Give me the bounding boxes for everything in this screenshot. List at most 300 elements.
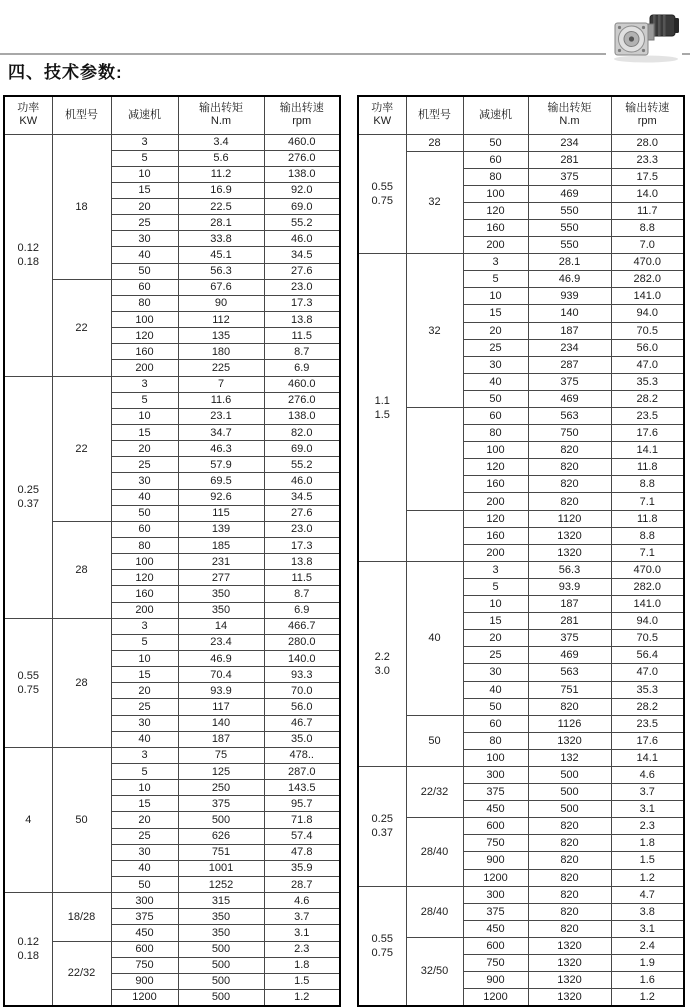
reducer-ratio-cell: 5	[463, 578, 528, 595]
output-speed-cell: 8.7	[264, 344, 340, 360]
power-kw-cell: 2.2 3.0	[358, 561, 406, 766]
output-torque-cell: 250	[178, 780, 264, 796]
output-speed-cell: 94.0	[611, 305, 684, 322]
output-speed-cell: 1.2	[611, 989, 684, 1006]
reducer-ratio-cell: 10	[463, 596, 528, 613]
output-torque-cell: 3.4	[178, 134, 264, 150]
output-torque-cell: 550	[528, 237, 611, 254]
output-torque-cell: 1252	[178, 876, 264, 892]
reducer-ratio-cell: 30	[111, 844, 178, 860]
output-torque-cell: 93.9	[528, 578, 611, 595]
table-row	[358, 510, 684, 527]
output-speed-cell: 1.2	[264, 989, 340, 1005]
reducer-ratio-cell: 20	[111, 199, 178, 215]
output-speed-cell: 17.6	[611, 425, 684, 442]
output-speed-cell: 2.3	[264, 941, 340, 957]
output-torque-cell: 751	[178, 844, 264, 860]
output-speed-cell: 8.8	[611, 219, 684, 236]
reducer-ratio-cell: 3	[111, 376, 178, 392]
reducer-ratio-cell: 25	[111, 699, 178, 715]
output-torque-cell: 500	[178, 812, 264, 828]
output-speed-cell: 282.0	[611, 578, 684, 595]
output-speed-cell: 1.5	[611, 852, 684, 869]
output-torque-cell: 1320	[528, 955, 611, 972]
output-speed-cell: 28.0	[611, 134, 684, 151]
reducer-ratio-cell: 160	[463, 527, 528, 544]
output-speed-cell: 3.7	[264, 909, 340, 925]
reducer-ratio-cell: 40	[111, 731, 178, 747]
output-torque-cell: 1126	[528, 715, 611, 732]
parameters-table-left	[3, 95, 339, 1007]
model-number-cell	[406, 510, 463, 561]
output-torque-cell: 281	[528, 613, 611, 630]
power-kw-cell: 0.12 0.18	[4, 893, 52, 1006]
output-torque-cell: 1320	[528, 937, 611, 954]
output-torque-cell: 46.3	[178, 441, 264, 457]
output-speed-cell: 17.5	[611, 168, 684, 185]
output-torque-cell: 117	[178, 699, 264, 715]
output-torque-cell: 234	[528, 134, 611, 151]
output-speed-cell: 3.1	[264, 925, 340, 941]
table-row	[358, 561, 684, 578]
output-speed-cell: 11.5	[264, 570, 340, 586]
reducer-ratio-cell: 300	[111, 893, 178, 909]
output-speed-cell: 69.0	[264, 199, 340, 215]
output-torque-cell: 820	[528, 442, 611, 459]
reducer-ratio-cell: 200	[463, 493, 528, 510]
output-torque-cell: 350	[178, 586, 264, 602]
output-torque-cell: 135	[178, 328, 264, 344]
reducer-ratio-cell: 120	[111, 570, 178, 586]
output-torque-cell: 939	[528, 288, 611, 305]
reducer-ratio-cell: 900	[463, 852, 528, 869]
reducer-ratio-cell: 750	[463, 955, 528, 972]
reducer-ratio-cell: 80	[111, 295, 178, 311]
output-torque-cell: 563	[528, 664, 611, 681]
table-row	[358, 151, 684, 168]
reducer-ratio-cell: 200	[463, 237, 528, 254]
reducer-ratio-cell: 450	[463, 801, 528, 818]
output-torque-cell: 67.6	[178, 279, 264, 295]
output-speed-cell: 27.6	[264, 505, 340, 521]
model-number-cell: 18/28	[52, 893, 111, 941]
output-torque-cell: 820	[528, 835, 611, 852]
reducer-ratio-cell: 40	[111, 860, 178, 876]
header-divider	[0, 53, 690, 55]
gearmotor-photo	[606, 10, 682, 64]
output-torque-cell: 28.1	[528, 254, 611, 271]
reducer-ratio-cell: 3	[111, 747, 178, 763]
output-speed-cell: 71.8	[264, 812, 340, 828]
output-speed-cell: 56.0	[611, 339, 684, 356]
output-speed-cell: 56.0	[264, 699, 340, 715]
output-torque-cell: 500	[178, 989, 264, 1005]
table-row	[358, 254, 684, 271]
output-torque-cell: 1001	[178, 860, 264, 876]
model-number-cell: 22	[52, 279, 111, 376]
output-speed-cell: 34.5	[264, 247, 340, 263]
reducer-ratio-cell: 900	[463, 972, 528, 989]
output-speed-cell: 94.0	[611, 613, 684, 630]
output-speed-cell: 276.0	[264, 392, 340, 408]
output-speed-cell: 46.7	[264, 715, 340, 731]
output-torque-cell: 112	[178, 312, 264, 328]
output-speed-cell: 70.0	[264, 683, 340, 699]
output-speed-cell: 17.6	[611, 732, 684, 749]
reducer-ratio-cell: 25	[463, 339, 528, 356]
output-torque-cell: 820	[528, 459, 611, 476]
reducer-ratio-cell: 200	[463, 544, 528, 561]
output-speed-cell: 3.1	[611, 920, 684, 937]
output-speed-cell: 8.8	[611, 476, 684, 493]
output-torque-cell: 33.8	[178, 231, 264, 247]
output-torque-cell: 820	[528, 698, 611, 715]
output-speed-cell: 6.9	[264, 360, 340, 376]
output-torque-cell: 140	[528, 305, 611, 322]
reducer-ratio-cell: 15	[111, 425, 178, 441]
reducer-ratio-cell: 375	[111, 909, 178, 925]
model-number-cell: 50	[406, 715, 463, 766]
column-header-power: 功率 KW	[4, 96, 52, 134]
output-speed-cell: 2.3	[611, 818, 684, 835]
reducer-ratio-cell: 100	[111, 312, 178, 328]
output-torque-cell: 1320	[528, 989, 611, 1006]
output-torque-cell: 1120	[528, 510, 611, 527]
output-speed-cell: 35.3	[611, 681, 684, 698]
output-speed-cell: 35.9	[264, 860, 340, 876]
reducer-ratio-cell: 3	[463, 254, 528, 271]
table-row	[4, 618, 340, 634]
output-speed-cell: 47.8	[264, 844, 340, 860]
table-row	[358, 937, 684, 954]
power-kw-cell: 4	[4, 747, 52, 892]
output-speed-cell: 3.1	[611, 801, 684, 818]
reducer-ratio-cell: 40	[111, 489, 178, 505]
column-header-power: 功率 KW	[358, 96, 406, 134]
output-speed-cell: 17.3	[264, 295, 340, 311]
output-torque-cell: 350	[178, 909, 264, 925]
reducer-ratio-cell: 160	[111, 344, 178, 360]
reducer-ratio-cell: 60	[463, 408, 528, 425]
output-torque-cell: 115	[178, 505, 264, 521]
reducer-ratio-cell: 10	[463, 288, 528, 305]
reducer-ratio-cell: 20	[463, 322, 528, 339]
output-torque-cell: 1320	[528, 732, 611, 749]
table-row	[4, 134, 340, 150]
model-number-cell: 50	[52, 747, 111, 892]
reducer-ratio-cell: 375	[463, 784, 528, 801]
reducer-ratio-cell: 20	[111, 441, 178, 457]
output-speed-cell: 70.5	[611, 322, 684, 339]
gearmotor-illustration	[606, 10, 682, 64]
output-speed-cell: 4.6	[264, 893, 340, 909]
output-torque-cell: 69.5	[178, 473, 264, 489]
output-torque-cell: 375	[178, 796, 264, 812]
reducer-ratio-cell: 160	[463, 476, 528, 493]
output-torque-cell: 46.9	[178, 651, 264, 667]
reducer-ratio-cell: 50	[463, 698, 528, 715]
output-speed-cell: 35.0	[264, 731, 340, 747]
reducer-ratio-cell: 120	[463, 459, 528, 476]
output-torque-cell: 231	[178, 554, 264, 570]
output-speed-cell: 56.4	[611, 647, 684, 664]
output-speed-cell: 470.0	[611, 254, 684, 271]
reducer-ratio-cell: 1200	[463, 989, 528, 1006]
reducer-ratio-cell: 120	[463, 510, 528, 527]
output-torque-cell: 180	[178, 344, 264, 360]
output-speed-cell: 28.2	[611, 390, 684, 407]
output-torque-cell: 350	[178, 602, 264, 618]
output-speed-cell: 287.0	[264, 763, 340, 779]
model-number-cell: 22/32	[406, 766, 463, 817]
output-torque-cell: 14	[178, 618, 264, 634]
output-speed-cell: 1.8	[264, 957, 340, 973]
model-number-cell: 18	[52, 134, 111, 279]
reducer-ratio-cell: 3	[463, 561, 528, 578]
reducer-ratio-cell: 5	[463, 271, 528, 288]
reducer-ratio-cell: 900	[111, 973, 178, 989]
reducer-ratio-cell: 80	[463, 168, 528, 185]
output-torque-cell: 234	[528, 339, 611, 356]
reducer-ratio-cell: 3	[111, 134, 178, 150]
model-number-cell: 40	[406, 561, 463, 715]
output-torque-cell: 75	[178, 747, 264, 763]
output-speed-cell: 460.0	[264, 134, 340, 150]
reducer-ratio-cell: 30	[463, 664, 528, 681]
model-number-cell	[406, 408, 463, 511]
reducer-ratio-cell: 80	[463, 732, 528, 749]
table-row	[4, 521, 340, 537]
reducer-ratio-cell: 1200	[463, 869, 528, 886]
model-number-cell: 28	[406, 134, 463, 151]
reducer-ratio-cell: 375	[463, 903, 528, 920]
output-speed-cell: 14.0	[611, 185, 684, 202]
model-number-cell: 32/50	[406, 937, 463, 1005]
table-row	[358, 818, 684, 835]
output-speed-cell: 13.8	[264, 554, 340, 570]
output-torque-cell: 820	[528, 852, 611, 869]
output-torque-cell: 56.3	[528, 561, 611, 578]
output-torque-cell: 57.9	[178, 457, 264, 473]
output-speed-cell: 8.7	[264, 586, 340, 602]
output-speed-cell: 23.0	[264, 279, 340, 295]
table-row	[4, 893, 340, 909]
output-speed-cell: 3.7	[611, 784, 684, 801]
output-torque-cell: 820	[528, 818, 611, 835]
output-speed-cell: 47.0	[611, 664, 684, 681]
reducer-ratio-cell: 160	[111, 586, 178, 602]
column-header-torque: 输出转矩 N.m	[178, 96, 264, 134]
output-torque-cell: 70.4	[178, 667, 264, 683]
output-speed-cell: 11.8	[611, 510, 684, 527]
output-speed-cell: 93.3	[264, 667, 340, 683]
reducer-ratio-cell: 3	[111, 618, 178, 634]
output-speed-cell: 276.0	[264, 150, 340, 166]
reducer-ratio-cell: 10	[111, 408, 178, 424]
output-torque-cell: 550	[528, 202, 611, 219]
model-number-cell: 22	[52, 376, 111, 521]
column-header-reducer: 减速机	[463, 96, 528, 134]
output-speed-cell: 27.6	[264, 263, 340, 279]
column-header-model: 机型号	[406, 96, 463, 134]
reducer-ratio-cell: 50	[463, 390, 528, 407]
output-torque-cell: 469	[528, 390, 611, 407]
output-torque-cell: 500	[528, 801, 611, 818]
reducer-ratio-cell: 100	[111, 554, 178, 570]
output-speed-cell: 55.2	[264, 457, 340, 473]
output-speed-cell: 28.7	[264, 876, 340, 892]
output-torque-cell: 187	[178, 731, 264, 747]
reducer-ratio-cell: 750	[111, 957, 178, 973]
output-torque-cell: 626	[178, 828, 264, 844]
reducer-ratio-cell: 15	[111, 667, 178, 683]
output-speed-cell: 478..	[264, 747, 340, 763]
reducer-ratio-cell: 160	[463, 219, 528, 236]
power-kw-cell: 0.25 0.37	[4, 376, 52, 618]
model-number-cell: 32	[406, 151, 463, 254]
parameters-table-right	[357, 95, 683, 1007]
output-torque-cell: 375	[528, 373, 611, 390]
power-kw-cell: 1.1 1.5	[358, 254, 406, 562]
reducer-ratio-cell: 15	[111, 182, 178, 198]
reducer-ratio-cell: 25	[111, 828, 178, 844]
output-torque-cell: 350	[178, 925, 264, 941]
reducer-ratio-cell: 15	[111, 796, 178, 812]
output-speed-cell: 1.9	[611, 955, 684, 972]
output-torque-cell: 132	[528, 749, 611, 766]
output-torque-cell: 750	[528, 425, 611, 442]
output-speed-cell: 1.2	[611, 869, 684, 886]
output-speed-cell: 1.8	[611, 835, 684, 852]
reducer-ratio-cell: 30	[463, 356, 528, 373]
reducer-ratio-cell: 20	[111, 683, 178, 699]
reducer-ratio-cell: 50	[111, 876, 178, 892]
output-torque-cell: 139	[178, 521, 264, 537]
output-speed-cell: 1.5	[264, 973, 340, 989]
reducer-ratio-cell: 120	[463, 202, 528, 219]
table-row	[4, 279, 340, 295]
reducer-ratio-cell: 750	[463, 835, 528, 852]
reducer-ratio-cell: 60	[111, 521, 178, 537]
output-torque-cell: 500	[528, 766, 611, 783]
output-torque-cell: 277	[178, 570, 264, 586]
output-torque-cell: 90	[178, 295, 264, 311]
column-header-speed: 输出转速 rpm	[611, 96, 684, 134]
output-torque-cell: 46.9	[528, 271, 611, 288]
table-row	[358, 408, 684, 425]
reducer-ratio-cell: 100	[463, 749, 528, 766]
output-torque-cell: 45.1	[178, 247, 264, 263]
output-speed-cell: 55.2	[264, 215, 340, 231]
output-speed-cell: 8.8	[611, 527, 684, 544]
model-number-cell: 28/40	[406, 886, 463, 937]
reducer-ratio-cell: 200	[111, 602, 178, 618]
reducer-ratio-cell: 200	[111, 360, 178, 376]
output-torque-cell: 11.2	[178, 166, 264, 182]
reducer-ratio-cell: 120	[111, 328, 178, 344]
reducer-ratio-cell: 60	[463, 715, 528, 732]
output-torque-cell: 187	[528, 596, 611, 613]
power-kw-cell: 0.55 0.75	[358, 886, 406, 1006]
reducer-ratio-cell: 300	[463, 886, 528, 903]
output-speed-cell: 92.0	[264, 182, 340, 198]
table-row	[4, 941, 340, 957]
output-speed-cell: 23.3	[611, 151, 684, 168]
column-header-reducer: 减速机	[111, 96, 178, 134]
output-speed-cell: 70.5	[611, 630, 684, 647]
output-torque-cell: 93.9	[178, 683, 264, 699]
reducer-ratio-cell: 30	[111, 231, 178, 247]
output-speed-cell: 17.3	[264, 538, 340, 554]
output-torque-cell: 11.6	[178, 392, 264, 408]
output-speed-cell: 11.5	[264, 328, 340, 344]
reducer-ratio-cell: 20	[463, 630, 528, 647]
table-row	[4, 376, 340, 392]
reducer-ratio-cell: 20	[111, 812, 178, 828]
column-header-model: 机型号	[52, 96, 111, 134]
output-torque-cell: 500	[178, 973, 264, 989]
output-speed-cell: 13.8	[264, 312, 340, 328]
output-speed-cell: 7.1	[611, 493, 684, 510]
output-torque-cell: 375	[528, 630, 611, 647]
output-torque-cell: 751	[528, 681, 611, 698]
power-kw-cell: 0.55 0.75	[4, 618, 52, 747]
reducer-ratio-cell: 30	[111, 715, 178, 731]
table-row	[358, 134, 684, 151]
reducer-ratio-cell: 50	[111, 263, 178, 279]
output-torque-cell: 23.1	[178, 408, 264, 424]
output-torque-cell: 820	[528, 493, 611, 510]
reducer-ratio-cell: 100	[463, 185, 528, 202]
reducer-ratio-cell: 5	[111, 634, 178, 650]
reducer-ratio-cell: 5	[111, 150, 178, 166]
output-speed-cell: 46.0	[264, 231, 340, 247]
reducer-ratio-cell: 50	[111, 505, 178, 521]
output-torque-cell: 500	[178, 941, 264, 957]
output-torque-cell: 1320	[528, 544, 611, 561]
output-torque-cell: 820	[528, 920, 611, 937]
output-speed-cell: 460.0	[264, 376, 340, 392]
output-torque-cell: 550	[528, 219, 611, 236]
output-speed-cell: 6.9	[264, 602, 340, 618]
output-speed-cell: 7.1	[611, 544, 684, 561]
output-speed-cell: 138.0	[264, 408, 340, 424]
reducer-ratio-cell: 10	[111, 780, 178, 796]
model-number-cell: 28/40	[406, 818, 463, 886]
reducer-ratio-cell: 100	[463, 442, 528, 459]
output-speed-cell: 4.6	[611, 766, 684, 783]
output-speed-cell: 35.3	[611, 373, 684, 390]
output-torque-cell: 315	[178, 893, 264, 909]
output-torque-cell: 1320	[528, 527, 611, 544]
output-speed-cell: 14.1	[611, 749, 684, 766]
reducer-ratio-cell: 60	[111, 279, 178, 295]
model-number-cell: 32	[406, 254, 463, 408]
output-torque-cell: 820	[528, 886, 611, 903]
reducer-ratio-cell: 300	[463, 766, 528, 783]
output-torque-cell: 500	[178, 957, 264, 973]
output-speed-cell: 141.0	[611, 596, 684, 613]
table-row	[4, 747, 340, 763]
reducer-ratio-cell: 10	[111, 651, 178, 667]
reducer-ratio-cell: 600	[463, 937, 528, 954]
output-speed-cell: 143.5	[264, 780, 340, 796]
output-torque-cell: 225	[178, 360, 264, 376]
reducer-ratio-cell: 30	[111, 473, 178, 489]
output-torque-cell: 281	[528, 151, 611, 168]
reducer-ratio-cell: 25	[111, 215, 178, 231]
output-speed-cell: 11.8	[611, 459, 684, 476]
